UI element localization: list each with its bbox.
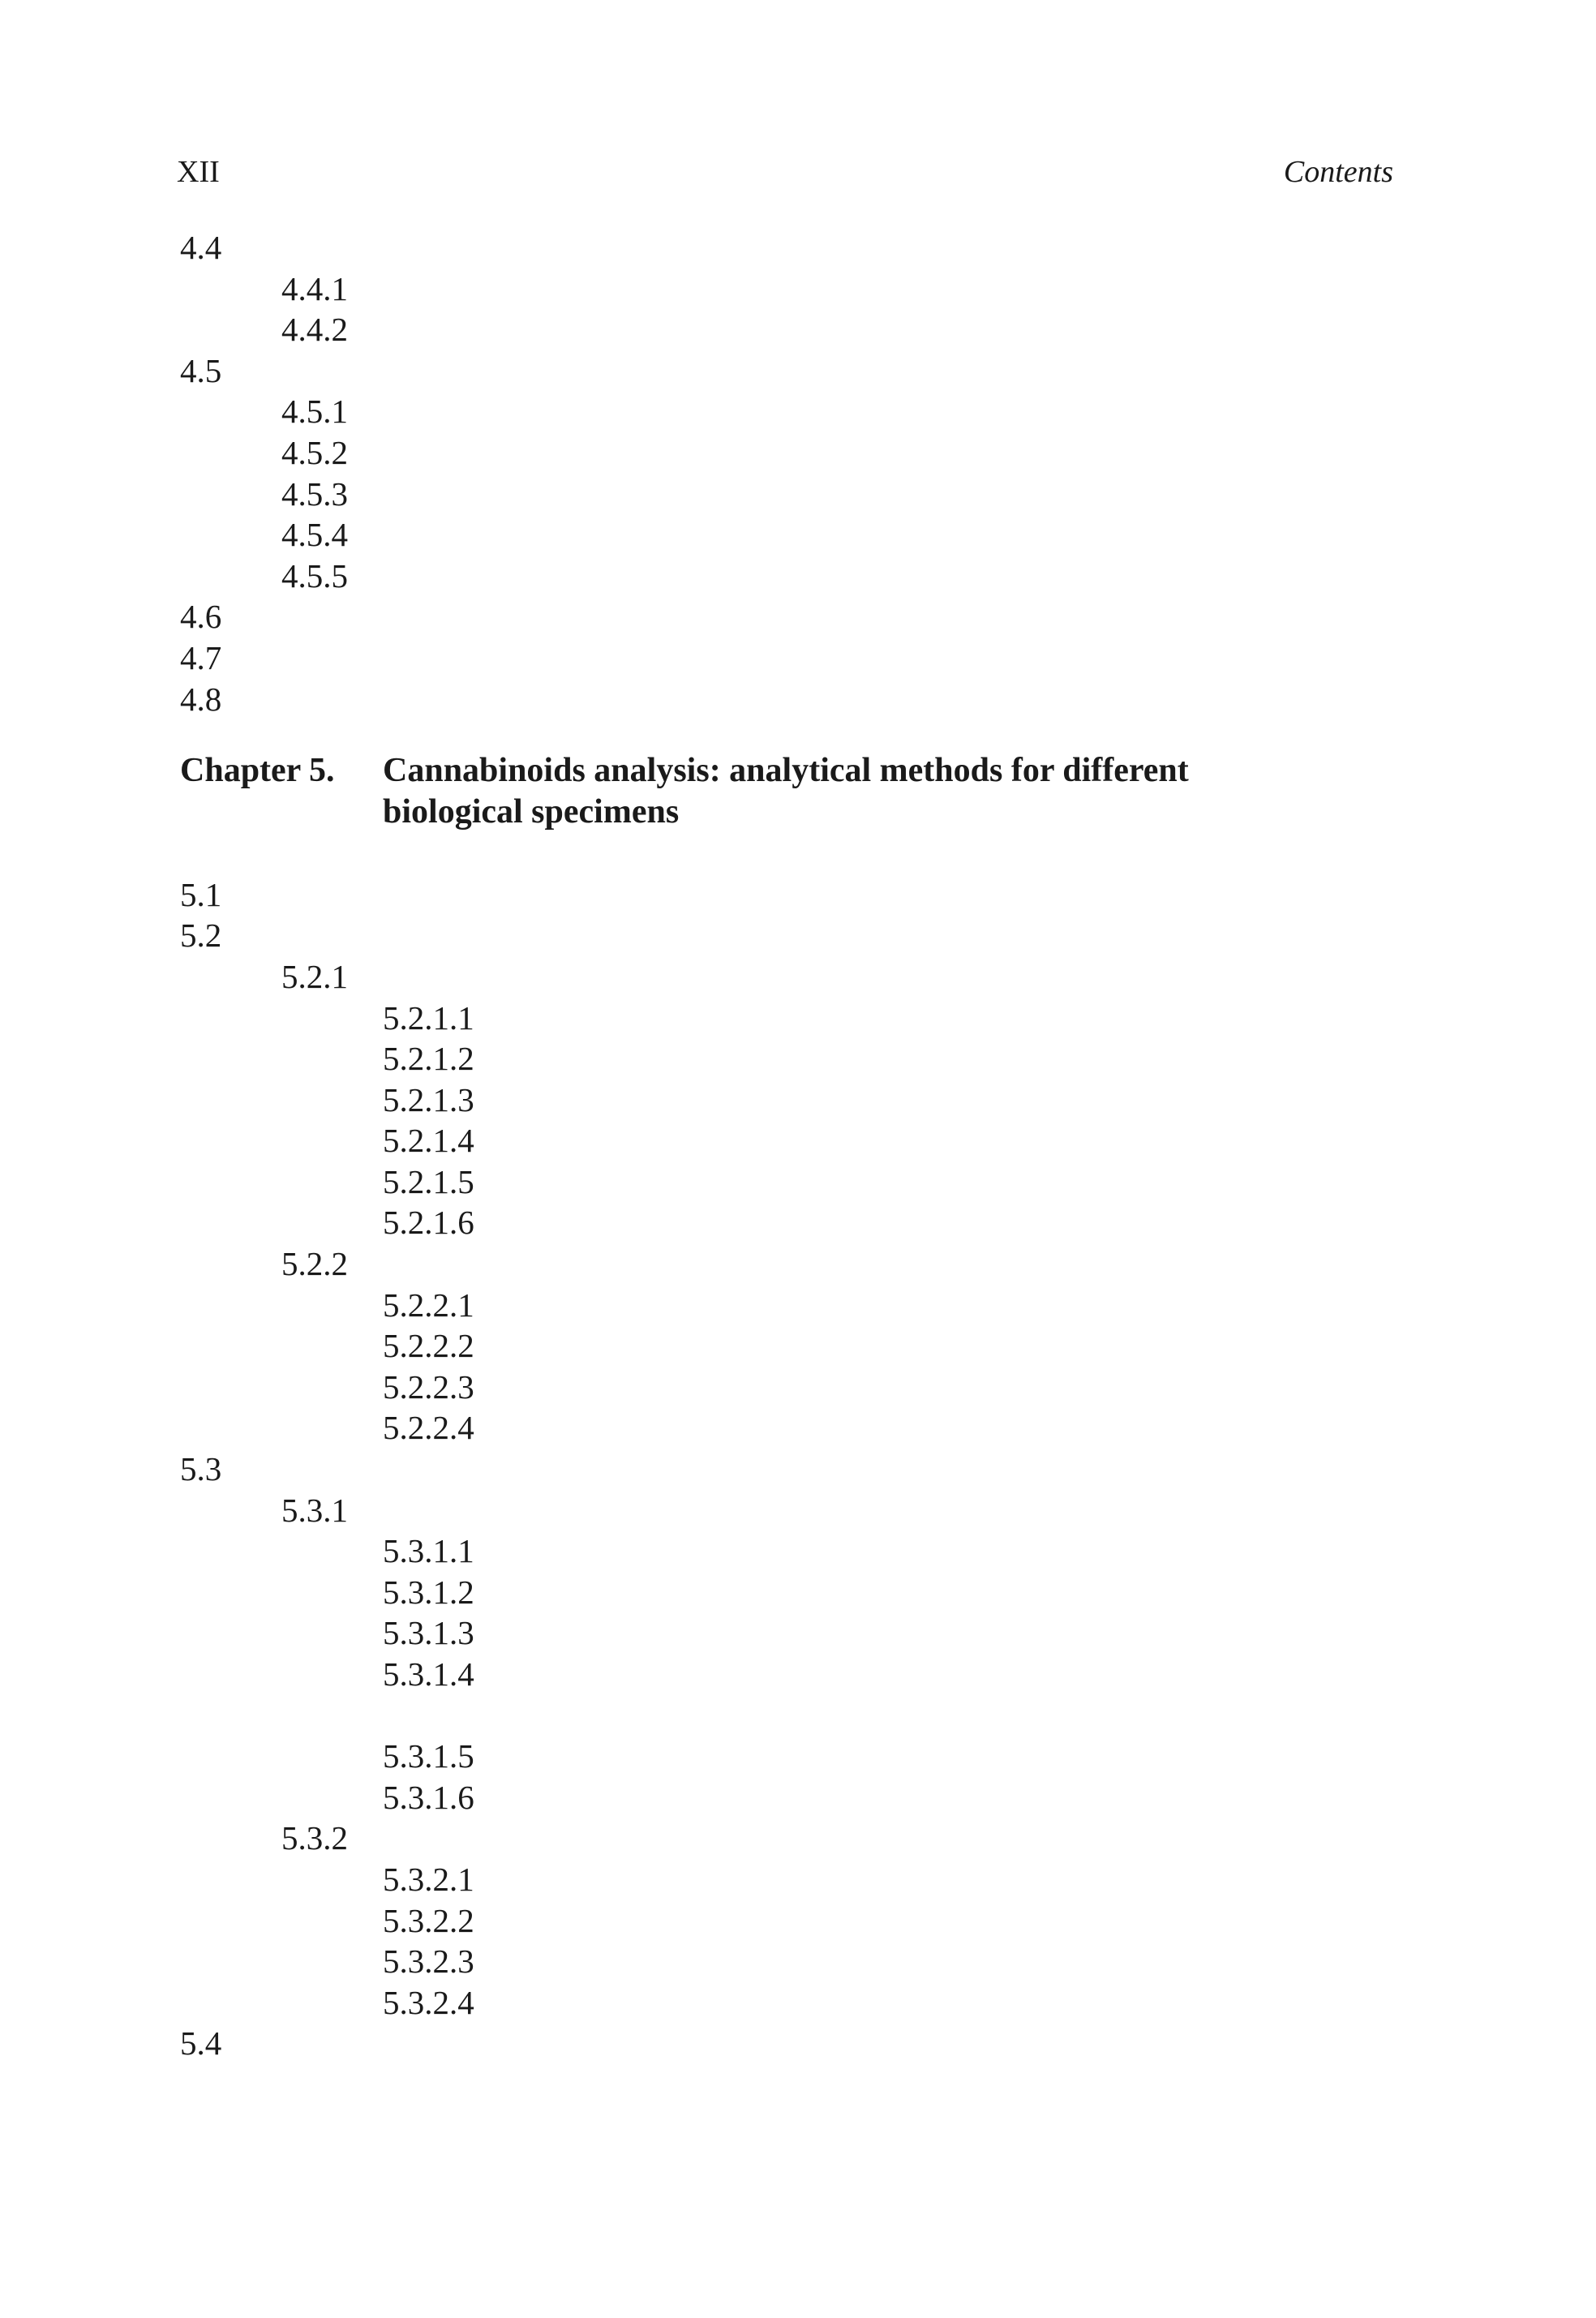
toc-entry-number: 5.2.2.3 [383, 1367, 474, 1406]
toc-entry[interactable] [180, 556, 1393, 597]
chapter-title-line: biological specimens [383, 793, 680, 831]
toc-entry[interactable] [180, 474, 1393, 515]
toc-entry-number: 4.4.2 [281, 311, 348, 349]
toc-entry[interactable] [180, 1695, 1393, 1736]
toc-entry-number: 5.2.1.4 [383, 1122, 474, 1160]
toc-entry-number: 5.4 [180, 2024, 222, 2063]
toc-entry[interactable] [180, 2023, 1393, 2064]
toc-entry-number: 5.3.1.3 [383, 1614, 474, 1652]
toc-entry[interactable] [180, 1449, 1393, 1490]
toc-entry[interactable] [180, 1941, 1393, 1982]
toc-entry-number: 5.3.1 [281, 1491, 348, 1529]
toc-entry[interactable] [180, 1367, 1393, 1408]
toc-entry-number: 5.3.2.4 [383, 1983, 474, 2021]
page-number-roman: XII [177, 155, 220, 189]
toc-section-chapter-5 [180, 874, 1393, 2064]
toc-entry[interactable] [180, 1038, 1393, 1080]
chapter-title [383, 750, 1315, 833]
toc-entry-number: 5.3.2.1 [383, 1860, 474, 1898]
running-header [177, 154, 1393, 195]
toc-entry-number: 4.4 [180, 229, 222, 266]
toc-entry-number: 5.2.1.3 [383, 1080, 474, 1118]
toc-entry[interactable] [180, 1612, 1393, 1654]
toc-entry[interactable] [180, 1982, 1393, 2024]
toc-entry-number: 5.3.1.5 [383, 1737, 474, 1775]
toc-entry-number: 5.3.1.2 [383, 1573, 474, 1611]
toc-entry-number: 5.3.2.3 [383, 1942, 474, 1981]
toc-entry-number: 4.5.5 [281, 556, 348, 595]
toc-entry[interactable] [180, 1407, 1393, 1449]
toc-entry[interactable] [180, 915, 1393, 956]
toc-entry-number: 5.3.2 [281, 1819, 348, 1857]
toc-entry-number: 4.4.1 [281, 269, 348, 307]
toc-entry-number: 5.1 [180, 875, 222, 913]
toc-entry-authors[interactable] [180, 833, 1393, 874]
toc-entry[interactable] [180, 1490, 1393, 1531]
toc-entry[interactable] [180, 1285, 1393, 1326]
toc-entry-number: 5.2.1.6 [383, 1204, 474, 1242]
toc-entry[interactable] [180, 391, 1393, 432]
toc-entry[interactable] [180, 1202, 1393, 1243]
toc-entry-number: 5.2.1 [281, 957, 348, 995]
toc-entry[interactable] [180, 679, 1393, 720]
toc-entry[interactable] [180, 1080, 1393, 1121]
toc-entry[interactable] [180, 1120, 1393, 1161]
toc-entry[interactable] [180, 432, 1393, 474]
toc-entry[interactable] [180, 1859, 1393, 1900]
toc-entry-number: 5.3.1.4 [383, 1655, 474, 1693]
toc-entry-number: 4.5.1 [281, 393, 348, 431]
toc-entry[interactable] [180, 1243, 1393, 1285]
toc-entry-number: 4.5.3 [281, 474, 348, 513]
toc-entry-number: 5.2 [180, 916, 222, 955]
toc-entry[interactable] [180, 1736, 1393, 1777]
toc-entry[interactable] [180, 1777, 1393, 1818]
toc-entry-number: 5.2.2.1 [383, 1286, 474, 1324]
toc-entry[interactable] [180, 227, 1393, 268]
toc-entry-number: 5.2.2 [281, 1245, 348, 1283]
toc-entry[interactable] [180, 1530, 1393, 1572]
toc-entry[interactable] [180, 998, 1393, 1039]
toc-entry[interactable] [180, 514, 1393, 556]
toc-entry[interactable] [180, 1325, 1393, 1367]
toc-entry-number: 5.2.1.1 [383, 998, 474, 1037]
chapter-label: Chapter 5. [180, 752, 335, 790]
toc-entry-number: 5.3.1.1 [383, 1532, 474, 1570]
chapter-heading [180, 750, 1393, 833]
table-of-contents [180, 227, 1393, 2064]
toc-entry[interactable] [180, 268, 1393, 310]
toc-entry[interactable] [180, 637, 1393, 679]
running-title: Contents [1283, 155, 1393, 189]
toc-entry-number: 5.2.1.5 [383, 1162, 474, 1200]
toc-entry-number: 5.3.2.2 [383, 1901, 474, 1939]
toc-entry-number: 4.6 [180, 598, 222, 636]
toc-entry-number: 5.2.2.4 [383, 1409, 474, 1447]
toc-entry[interactable] [180, 1572, 1393, 1613]
toc-entry[interactable] [180, 1900, 1393, 1942]
toc-entry-number: 5.3.1.6 [383, 1778, 474, 1816]
toc-entry[interactable] [180, 1654, 1393, 1695]
toc-entry-number: 5.3 [180, 1450, 222, 1488]
toc-entry-number: 4.5.2 [281, 433, 348, 471]
toc-entry[interactable] [180, 1161, 1393, 1203]
toc-entry-number: 4.5 [180, 351, 222, 389]
toc-entry[interactable] [180, 350, 1393, 392]
toc-entry[interactable] [180, 874, 1393, 916]
toc-entry-number: 5.2.2.2 [383, 1327, 474, 1365]
toc-entry[interactable] [180, 956, 1393, 998]
chapter-title-line: Cannabinoids analysis: analytical methods for different [383, 752, 1189, 790]
toc-section-chapter-4 [180, 227, 1393, 719]
toc-entry-number: 5.2.1.2 [383, 1040, 474, 1078]
toc-entry-number: 4.5.4 [281, 516, 348, 554]
toc-entry-number: 4.8 [180, 680, 222, 718]
toc-entry[interactable] [180, 596, 1393, 637]
toc-entry-number: 4.7 [180, 638, 222, 676]
toc-entry[interactable] [180, 1818, 1393, 1859]
toc-entry[interactable] [180, 309, 1393, 350]
